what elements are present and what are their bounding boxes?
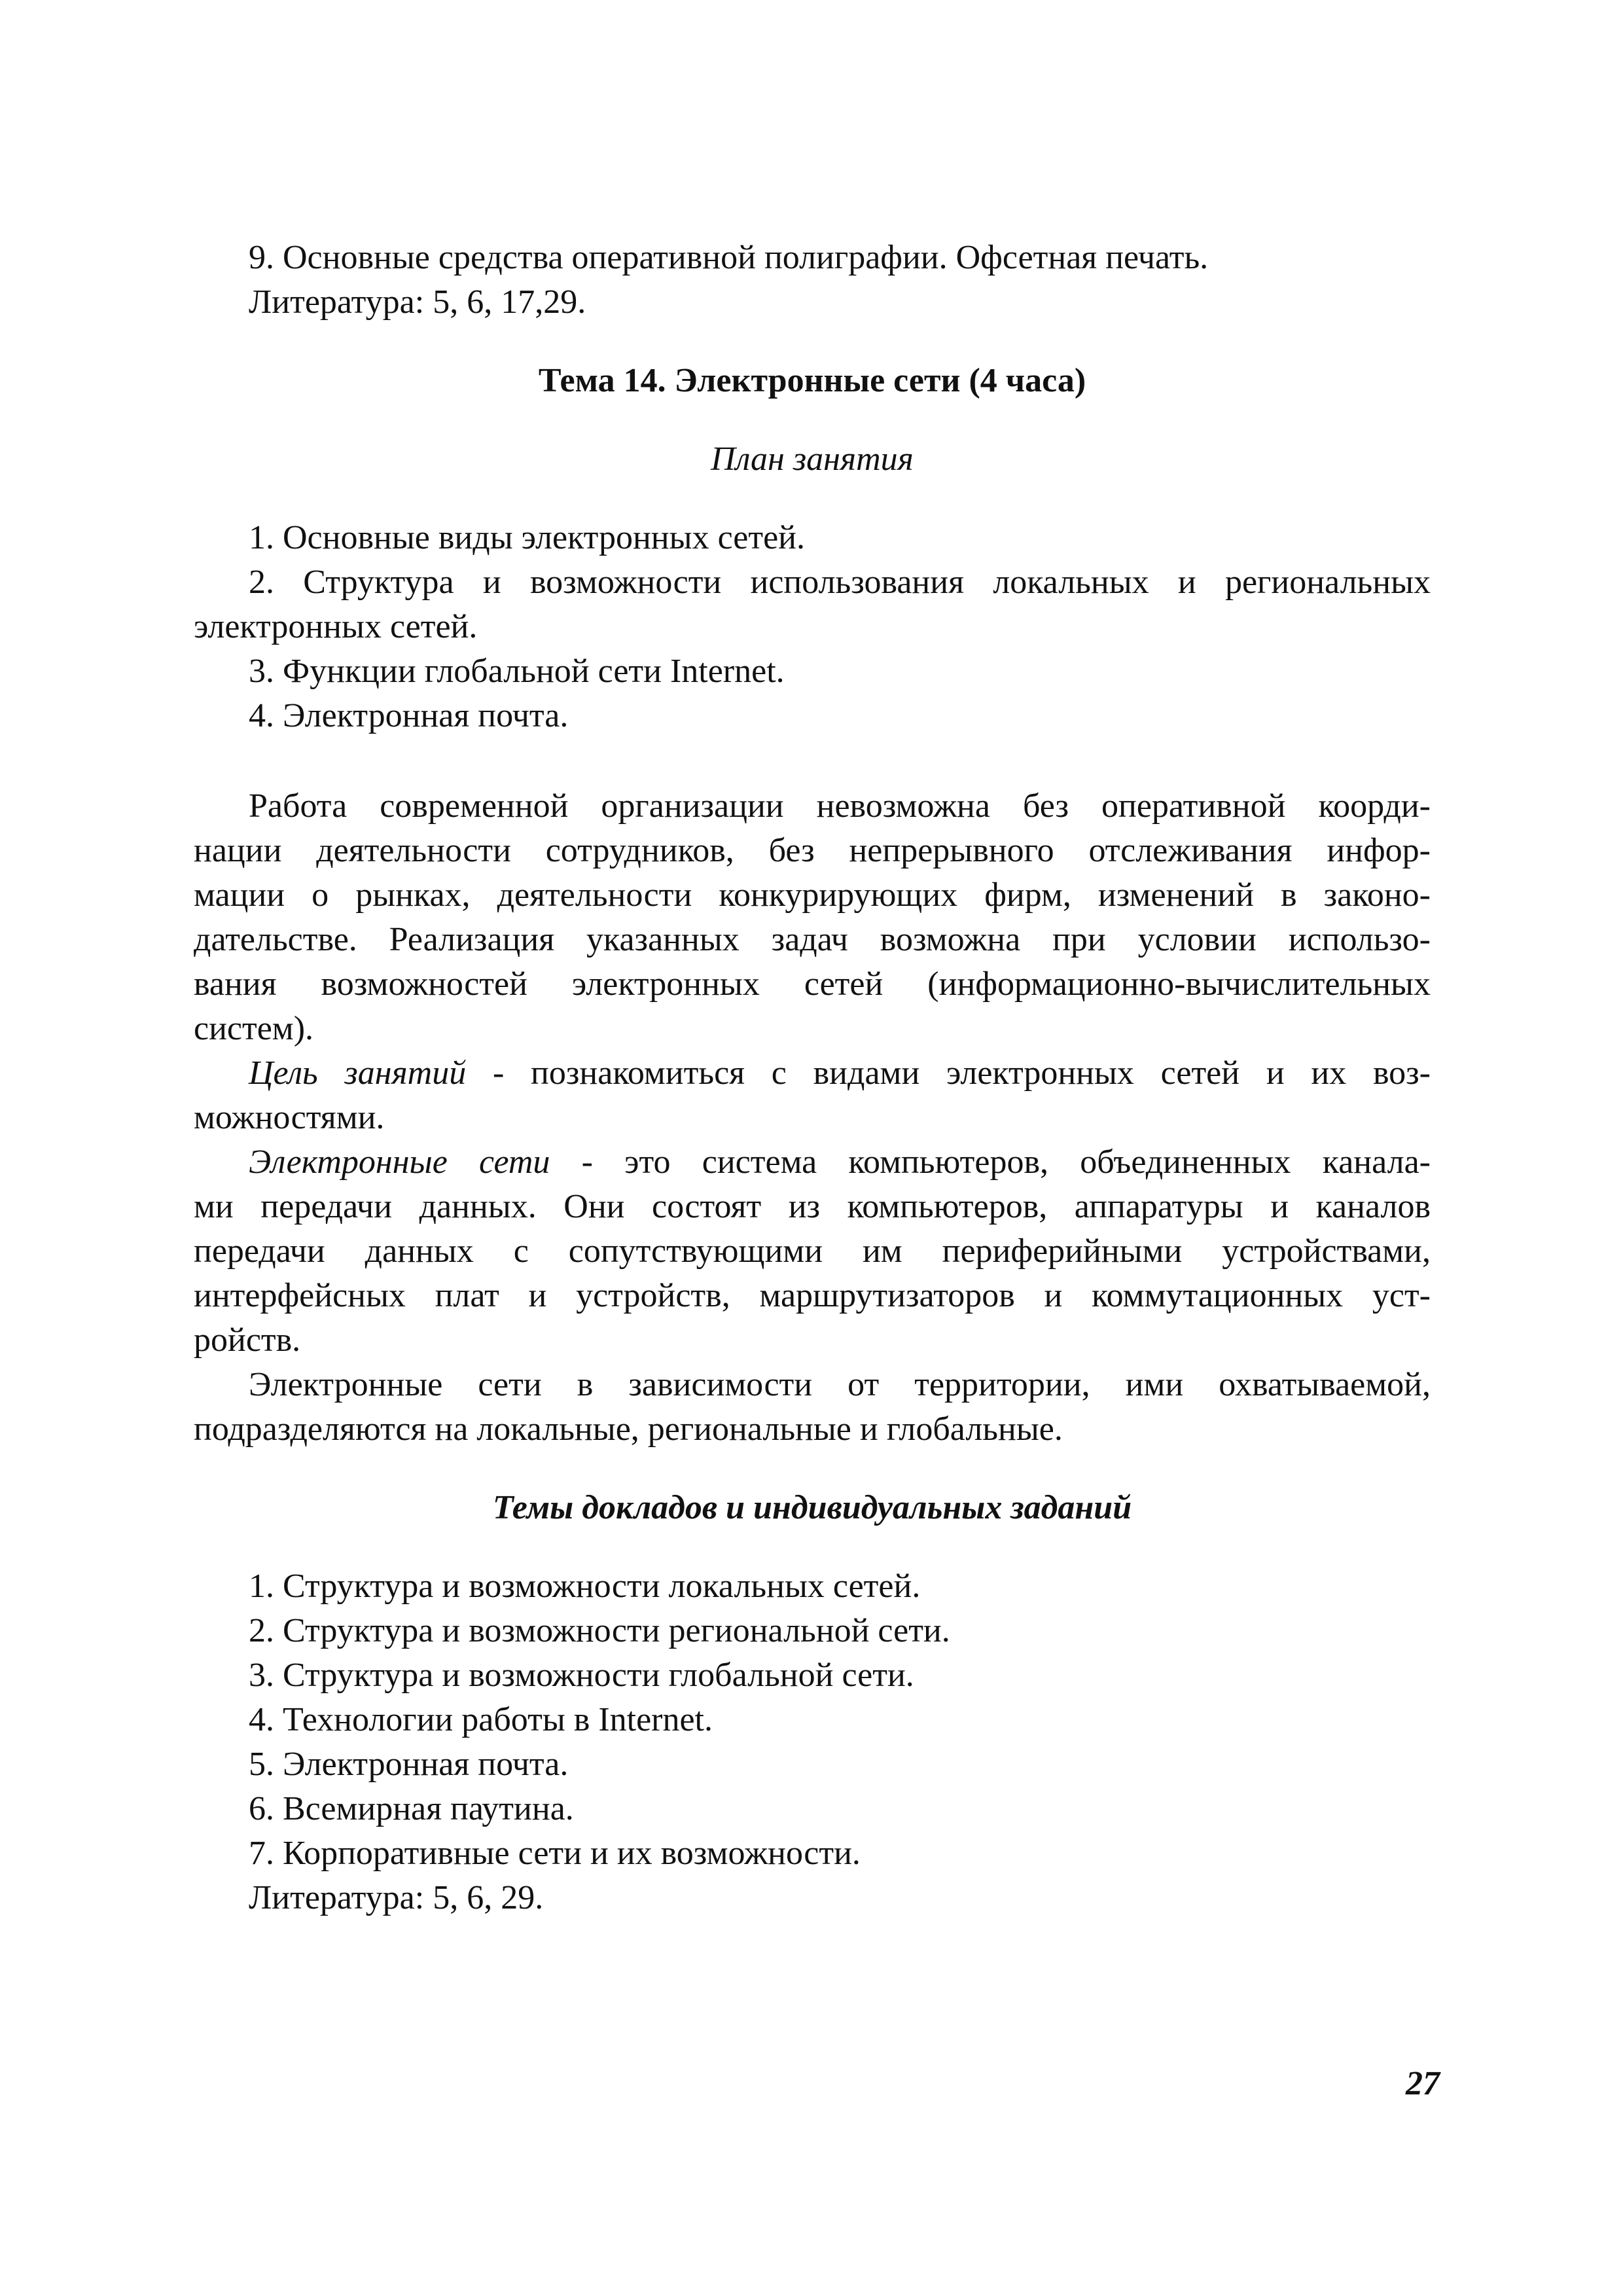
paragraph-line: нации деятельности сотрудников, без непрерывного отслеживания инфор- (194, 832, 1431, 869)
paragraph-intro (194, 784, 1431, 1051)
plan-item: 4. Электронная почта. (249, 697, 569, 734)
reports-heading: Темы докладов и индивидуальных заданий (492, 1489, 1132, 1526)
goal-text: - познакомиться с видами электронных сетей и их воз- (466, 1054, 1431, 1092)
list-item: 2. Структура и возможности региональной сети. (249, 1612, 950, 1649)
page-number: 27 (1406, 2065, 1440, 2102)
paragraph-line: передачи данных с сопутствующими им периферийными устройствами, (194, 1232, 1431, 1270)
paragraph-line (194, 1140, 1431, 1185)
plan-item: 2. Структура и возможности использования локальных и региональных (249, 564, 1431, 601)
paragraph-goal (194, 1051, 1431, 1140)
topic-title: Тема 14. Электронные сети (4 часа) (538, 362, 1086, 399)
list-item: 7. Корпоративные сети и их возможности. (249, 1835, 861, 1872)
paragraph-line (194, 1051, 1431, 1096)
list-item: 6. Всемирная паутина. (249, 1790, 574, 1827)
paragraph-line: вания возможностей электронных сетей (информационно-вычислительных (194, 965, 1431, 1003)
paragraph-line: систем). (194, 1010, 314, 1047)
paragraph-line: Электронные сети в зависимости от территории, ими охватываемой, (249, 1366, 1431, 1403)
paragraph-line: можностями. (194, 1099, 385, 1136)
paragraph-line: подразделяются на локальные, региональные и глобальные. (194, 1410, 1063, 1448)
paragraph-line: ройств. (194, 1321, 301, 1359)
previous-literature: Литература: 5, 6, 17,29. (249, 283, 586, 321)
plan-item: 1. Основные виды электронных сетей. (249, 519, 806, 556)
reports-list (194, 1564, 1431, 1876)
list-item: 3. Структура и возможности глобальной сети. (249, 1657, 914, 1694)
paragraph-line: дательстве. Реализация указанных задач возможна при условии использо- (194, 921, 1431, 958)
paragraph-line: ми передачи данных. Они состоят из компьютеров, аппаратуры и каналов (194, 1188, 1431, 1225)
paragraph-classification (194, 1363, 1431, 1452)
reports-literature: Литература: 5, 6, 29. (249, 1879, 544, 1916)
definition-term: Электронные сети (249, 1143, 550, 1181)
previous-item-9: 9. Основные средства оперативной полиграфии. Офсетная печать. (249, 239, 1209, 276)
paragraph-line: интерфейсных плат и устройств, маршрутизаторов и коммутационных уст- (194, 1277, 1431, 1314)
list-item: 4. Технологии работы в Internet. (249, 1701, 713, 1738)
paragraph-line: мации о рынках, деятельности конкурирующих фирм, изменений в законо- (194, 876, 1431, 914)
paragraph-definition (194, 1140, 1431, 1363)
plan-heading: План занятия (711, 440, 914, 478)
plan-list (194, 516, 1431, 738)
list-item: 5. Электронная почта. (249, 1746, 569, 1783)
goal-term: Цель занятий (249, 1054, 467, 1092)
paragraph-line: Работа современной организации невозможна без оперативной коорди- (249, 787, 1431, 825)
list-item: 1. Структура и возможности локальных сетей. (249, 1568, 921, 1605)
page-content (194, 236, 1431, 1920)
definition-text: - это система компьютеров, объединенных канала- (550, 1143, 1431, 1181)
plan-item: 3. Функции глобальной сети Internet. (249, 653, 785, 690)
plan-item-continuation: электронных сетей. (194, 608, 478, 645)
